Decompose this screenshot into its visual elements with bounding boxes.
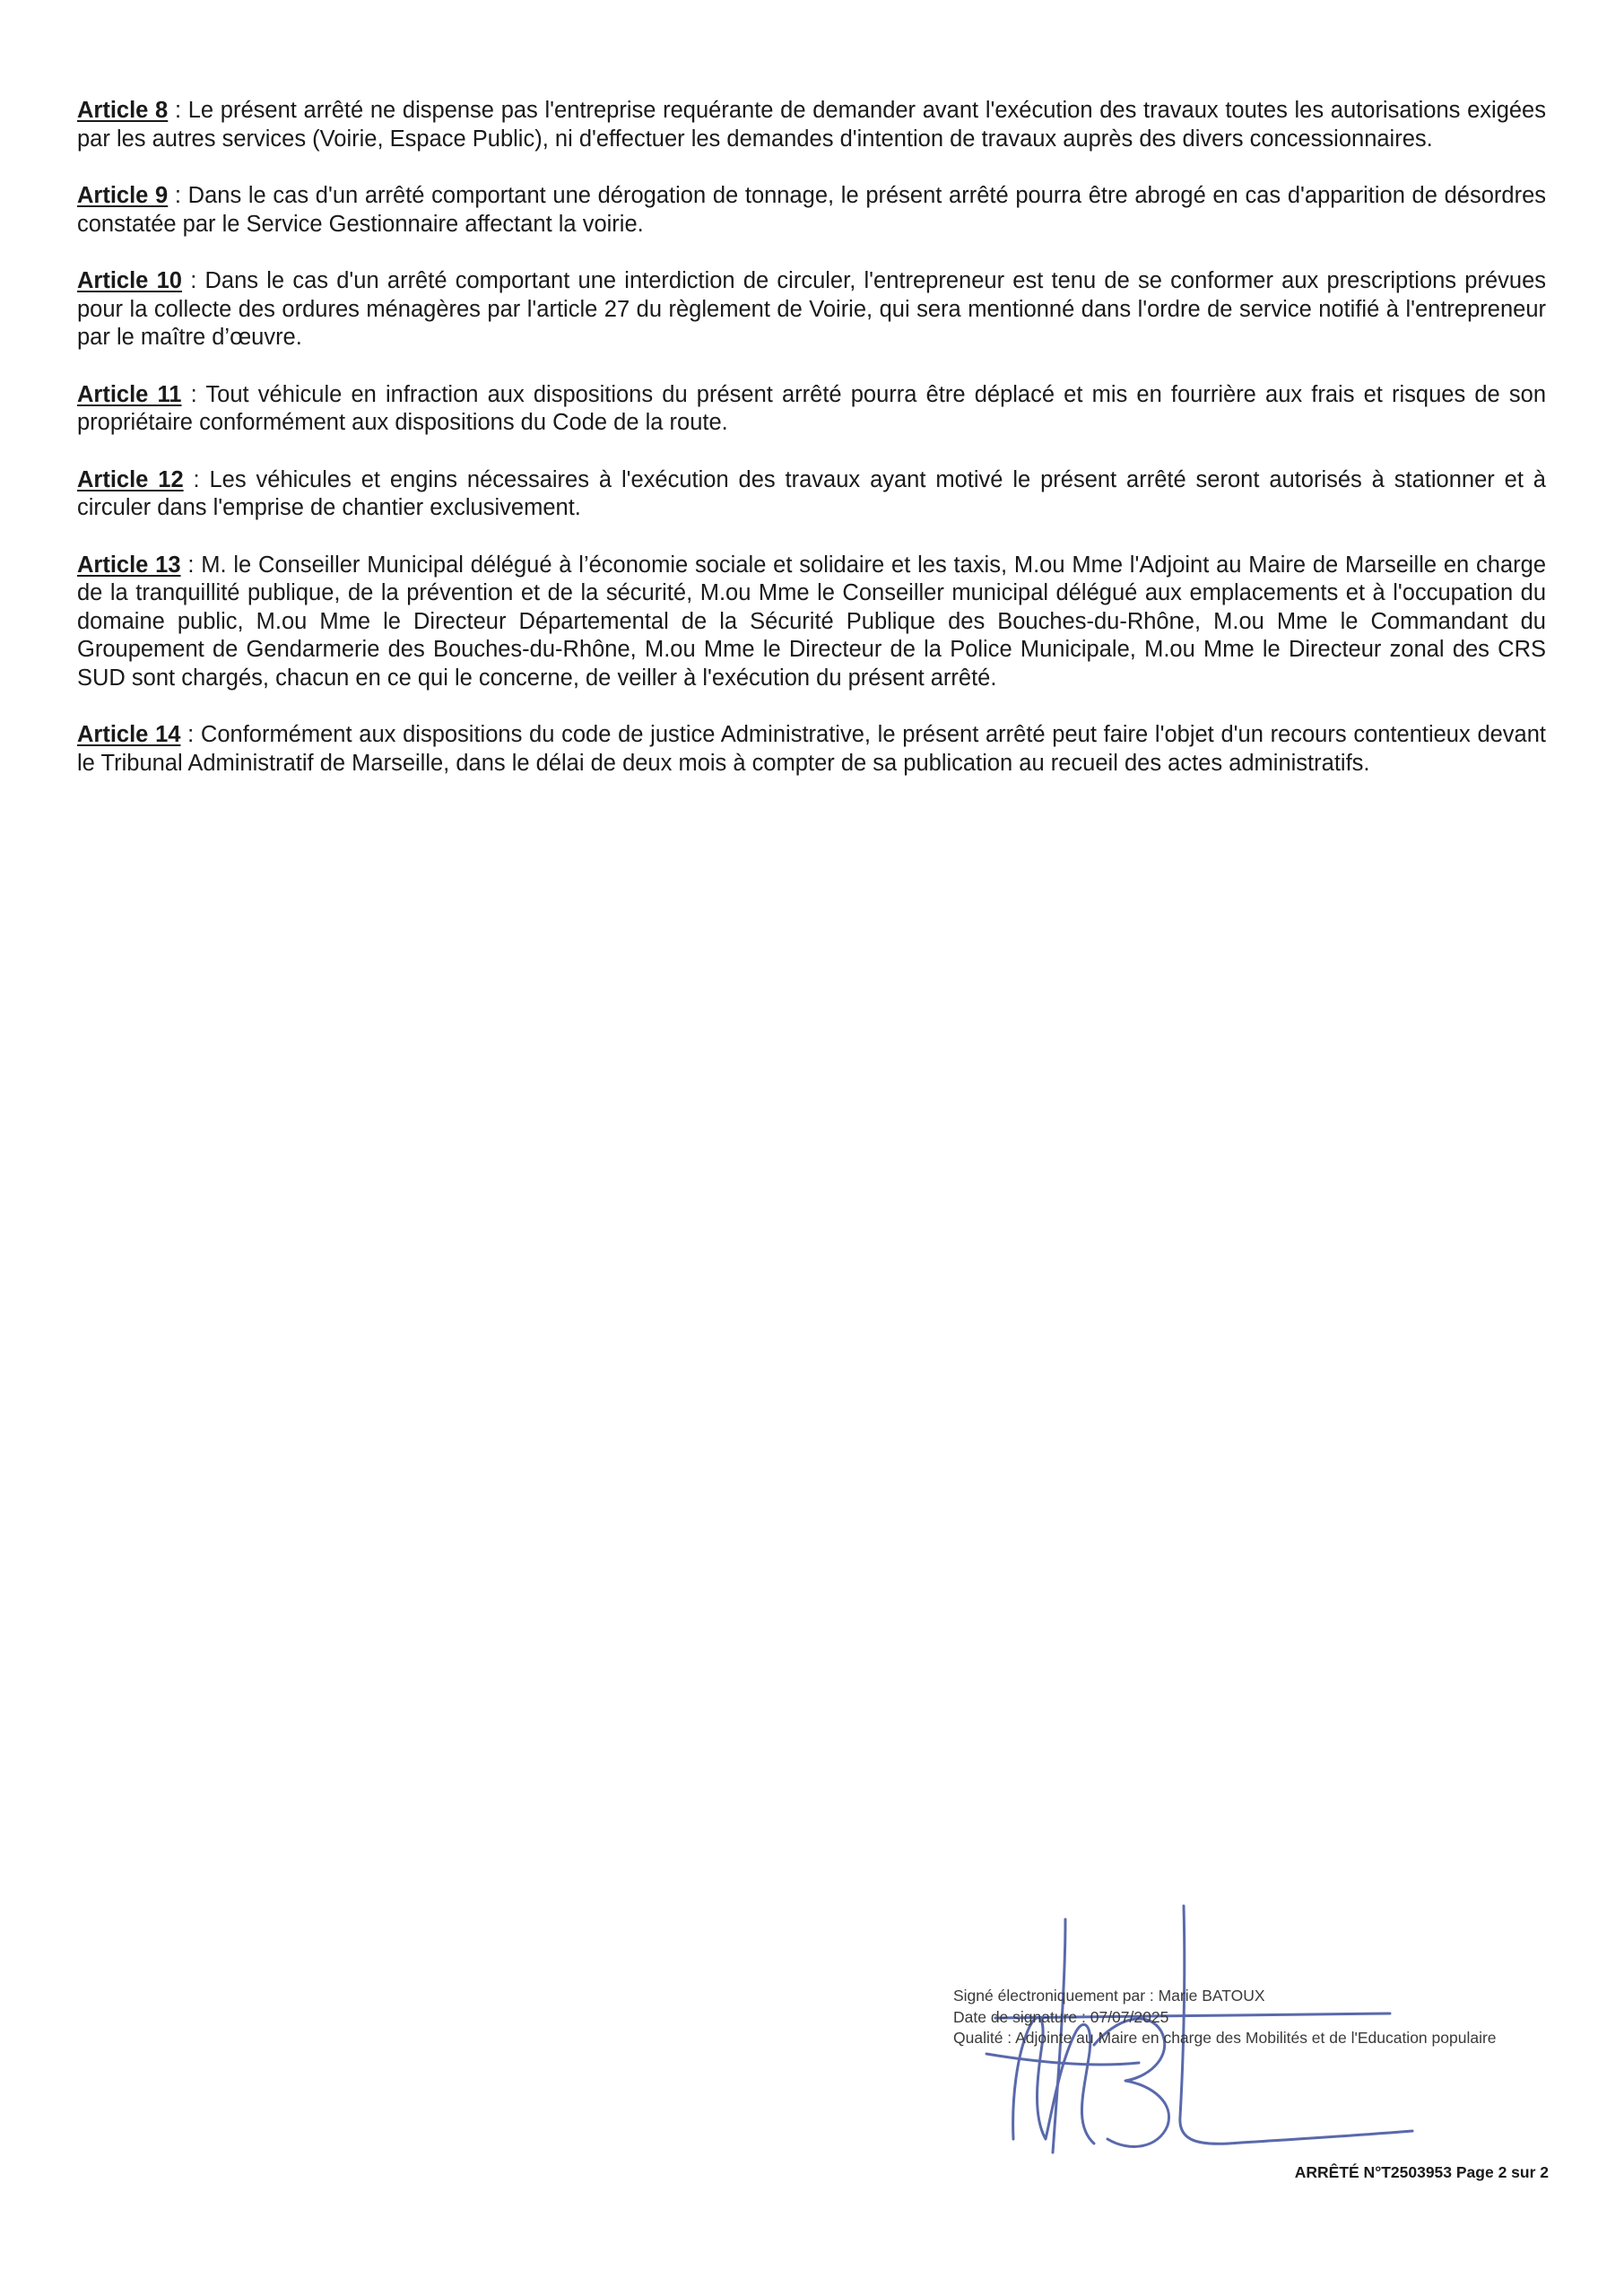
article-label: Article 12	[77, 466, 184, 492]
article-text: : Dans le cas d'un arrêté comportant une dérogation de tonnage, le présent arrêté pourra être abrogé en cas d'apparition de désordres constatée par le Service Gestionnaire affectant la voirie.	[77, 183, 1546, 237]
articles-section	[77, 97, 1546, 806]
article-text: : Tout véhicule en infraction aux dispositions du présent arrêté pourra être déplacé et mis en fourrière aux frais et risques de son propriétaire conformément aux dispositions du Code de la route.	[77, 381, 1547, 435]
article-8	[77, 97, 1546, 153]
article-text: : Les véhicules et engins nécessaires à l'exécution des travaux ayant motivé le présent arrêté seront autorisés à stationner et à circuler dans l'emprise de chantier exclusivement.	[77, 466, 1546, 520]
article-9	[77, 182, 1546, 239]
article-text: : M. le Conseiller Municipal délégué à l’économie sociale et solidaire et les taxis, M.ou Mme l'Adjoint au Maire de Marseille en charge de la tranquillité publique, de la prévention et de la sécurité, M.ou Mme le Conseiller municipal délégué aux emplacements et à l'occupation du domaine public, M.ou Mme le Directeur Départemental de la Sécurité Publique des Bouches-du-Rhône, M.ou Mme le Commandant du Groupement de Gendarmerie des Bouches-du-Rhône, M.ou Mme le Directeur de la Police Municipale, M.ou Mme le Directeur zonal des CRS SUD sont chargés, chacun en ce qui le concerne, de veiller à l'exécution du présent arrêté.	[77, 552, 1547, 691]
article-label: Article 8	[77, 98, 169, 123]
page-footer-reference: ARRÊTÉ N°T2503953 Page 2 sur 2	[1294, 2163, 1549, 2181]
article-12	[77, 466, 1546, 523]
article-text: : Dans le cas d'un arrêté comportant une interdiction de circuler, l'entrepreneur est tenu de se conformer aux prescriptions prévues pour la collecte des ordures ménagères par l'article 27 du règlement de Voirie, qui sera mentionné dans l'ordre de service notifié à l'entrepreneur par le maître d’œuvre.	[77, 268, 1547, 350]
article-label: Article 13	[77, 552, 181, 578]
article-label: Article 14	[77, 722, 181, 747]
article-14	[77, 721, 1546, 778]
article-11	[77, 381, 1546, 438]
article-text: : Le présent arrêté ne dispense pas l'entreprise requérante de demander avant l'exécution des travaux toutes les autorisations exigées par les autres services (Voirie, Espace Public), ni d'effectuer les demandes d'intention de travaux auprès des divers concessionnaires.	[77, 98, 1546, 152]
signed-by: Signé électroniquement par : Marie BATOUX	[953, 1987, 1265, 2005]
article-label: Article 9	[77, 183, 169, 208]
article-10	[77, 267, 1546, 352]
signer-quality: Qualité : Adjointe au Maire en charge des Mobilités et de l'Education populaire	[953, 2029, 1497, 2047]
article-13	[77, 552, 1546, 693]
article-text: : Conformément aux dispositions du code de justice Administrative, le présent arrêté peut faire l'objet d'un recours contentieux devant le Tribunal Administratif de Marseille, dans le délai de deux mois à compter de sa publication au recueil des actes administratifs.	[77, 722, 1547, 776]
signature-date: Date de signature : 07/07/2025	[953, 2007, 1169, 2026]
article-label: Article 10	[77, 268, 182, 293]
article-label: Article 11	[77, 381, 182, 407]
signature-block	[953, 1986, 1581, 2049]
